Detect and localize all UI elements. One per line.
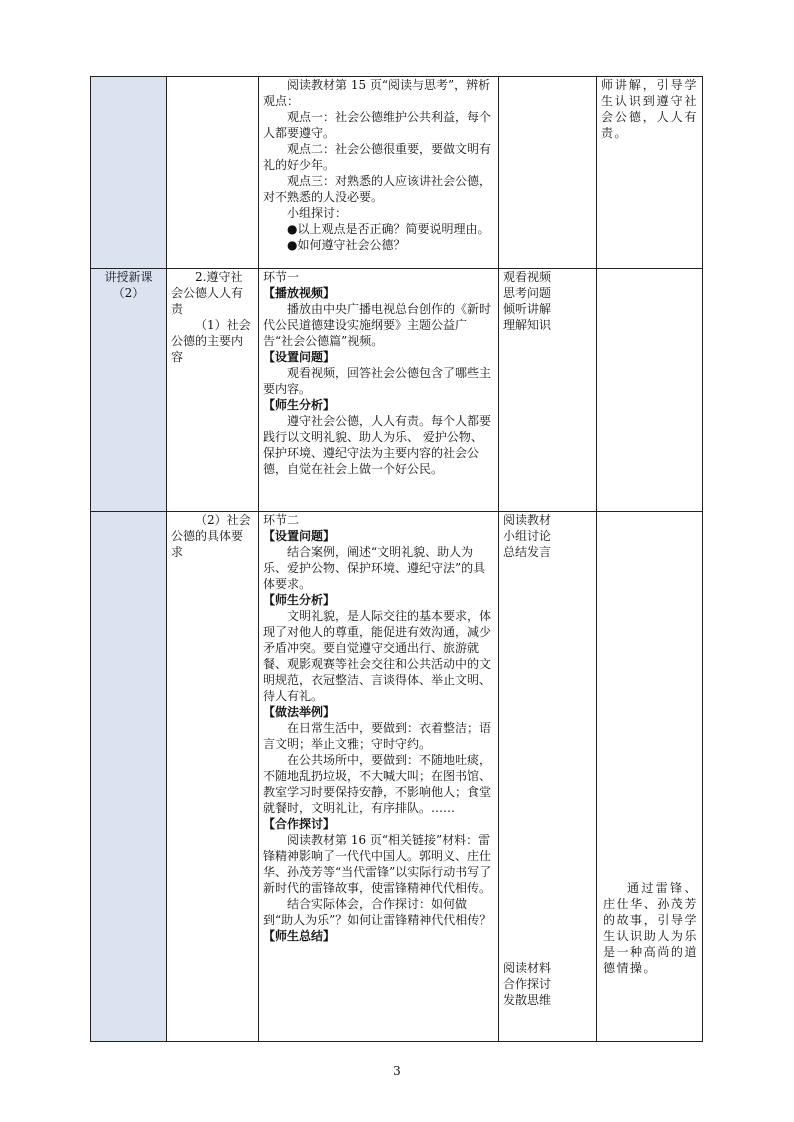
stage-cell	[91, 512, 167, 1042]
activity-paragraph: 【设置问题】	[263, 529, 336, 543]
activity-paragraph: 遵守社会公德，人人有责。每个人都要践行以文明礼貌、助人为乐、 爱护公物、保护环境、遵纪守法为主要内容的社会公德，自觉在社会上做一个好公民。	[263, 414, 492, 476]
activity-cell	[259, 77, 499, 269]
student-activity-item: 阅读教材	[503, 513, 552, 527]
student-activity-item: 倾听讲解	[503, 302, 552, 316]
content-heading: （1）社会公德的主要内容	[171, 318, 251, 364]
content-heading: 2.遵守社会公德人人有责	[171, 270, 244, 316]
activity-paragraph: 环节一	[263, 270, 300, 284]
student-cell	[499, 512, 597, 1042]
intent-text: 通过雷锋、庄仕华、孙茂芳的故事，引导学生认识助人为乐是一种高尚的道德情操。	[603, 881, 698, 975]
page-number: 3	[393, 1064, 401, 1078]
stage-cell	[91, 77, 167, 269]
activity-paragraph: 阅读教材第 16 页“相关链接”材料：雷锋精神影响了一代代中国人。郭明义、庄仕华、孙茂芳等“当代雷锋”以实际行动书写了新时代的雷锋故事，使雷锋精神代代相传。	[263, 833, 492, 895]
activity-paragraph: 结合案例，阐述“文明礼貌、助人为乐、爱护公物、保护环境、遵纪守法”的具体要求。	[263, 545, 486, 591]
activity-paragraph: 【合作探讨】	[263, 817, 336, 831]
stage-label: 讲授新课（2）	[104, 270, 153, 300]
activity-paragraph: ●如何遵守社会公德？	[287, 238, 406, 252]
activity-paragraph: 播放由中央广播电视总台创作的《新时代公民道德建设实施纲要》主题公益广告“社会公德篇”视频。	[263, 302, 492, 348]
student-activity-item: 发散思维	[503, 993, 552, 1007]
student-cell	[499, 77, 597, 269]
content-cell	[167, 512, 259, 1042]
activity-paragraph: 观点二：社会公德很重要，要做文明有礼的好少年。	[263, 142, 492, 172]
activity-paragraph: 观点一：社会公德维护公共利益，每个人都要遵守。	[263, 110, 492, 140]
student-activity-item: 小组讨论	[503, 529, 552, 543]
activity-paragraph: 文明礼貌，是人际交往的基本要求，体现了对他人的尊重，能促进有效沟通，减少矛盾冲突。要自觉遵守交通出行、旅游就餐、观影观赛等社会交往和公共活动中的文明规范，衣冠整洁、言谈得体、举止文明、待人有礼。	[263, 609, 492, 703]
student-cell	[499, 269, 597, 512]
content-heading: （2）社会公德的具体要求	[171, 513, 251, 559]
student-activity-item: 思考问题	[503, 286, 552, 300]
student-activity-item: 合作探讨	[503, 977, 552, 991]
table-row	[91, 512, 703, 1042]
stage-cell	[91, 269, 167, 512]
activity-paragraph: 【播放视频】	[263, 286, 336, 300]
student-activity-item: 观看视频	[503, 270, 552, 284]
activity-paragraph: 【师生总结】	[263, 929, 336, 943]
intent-cell	[597, 512, 703, 1042]
activity-paragraph: 【师生分析】	[263, 593, 336, 607]
activity-paragraph: 在公共场所中，要做到：不随地吐痰，不随地乱扔垃圾，不大喊大叫；在图书馆、教室学习时要保持安静，不影响他人；食堂就餐时，文明礼让，有序排队。……	[263, 753, 492, 815]
lesson-plan-table	[90, 76, 703, 1042]
activity-paragraph: 环节二	[263, 513, 300, 527]
activity-paragraph: 【师生分析】	[263, 398, 336, 412]
activity-cell	[259, 512, 499, 1042]
intent-cell	[597, 269, 703, 512]
activity-paragraph: 小组探讨：	[287, 206, 348, 220]
table-row	[91, 269, 703, 512]
student-activity-item: 理解知识	[503, 318, 552, 332]
content-cell	[167, 269, 259, 512]
student-activity-item: 阅读材料	[503, 961, 552, 975]
activity-paragraph: 【做法举例】	[263, 705, 336, 719]
intent-text: 师讲解，引导学生认识到遵守社会公德，人人有责。	[601, 78, 698, 140]
activity-paragraph: ●以上观点是否正确？简要说明理由。	[287, 222, 490, 236]
activity-paragraph: 结合实际体会，合作探讨：如何做到“助人为乐”？如何让雷锋精神代代相传？	[263, 897, 492, 927]
activity-cell	[259, 269, 499, 512]
student-activity-item: 总结发言	[503, 545, 552, 559]
activity-paragraph: 观点三：对熟悉的人应该讲社会公德，对不熟悉的人没必要。	[263, 174, 492, 204]
content-cell	[167, 77, 259, 269]
activity-paragraph: 观看视频，回答社会公德包含了哪些主要内容。	[263, 366, 492, 396]
activity-paragraph: 阅读教材第 15 页“阅读与思考”，辨析观点：	[263, 78, 491, 108]
activity-paragraph: 在日常生活中，要做到：衣着整洁；语言文明；举止文雅；守时守约。	[263, 721, 492, 751]
activity-paragraph: 【设置问题】	[263, 350, 336, 364]
intent-cell	[597, 77, 703, 269]
table-row	[91, 77, 703, 269]
